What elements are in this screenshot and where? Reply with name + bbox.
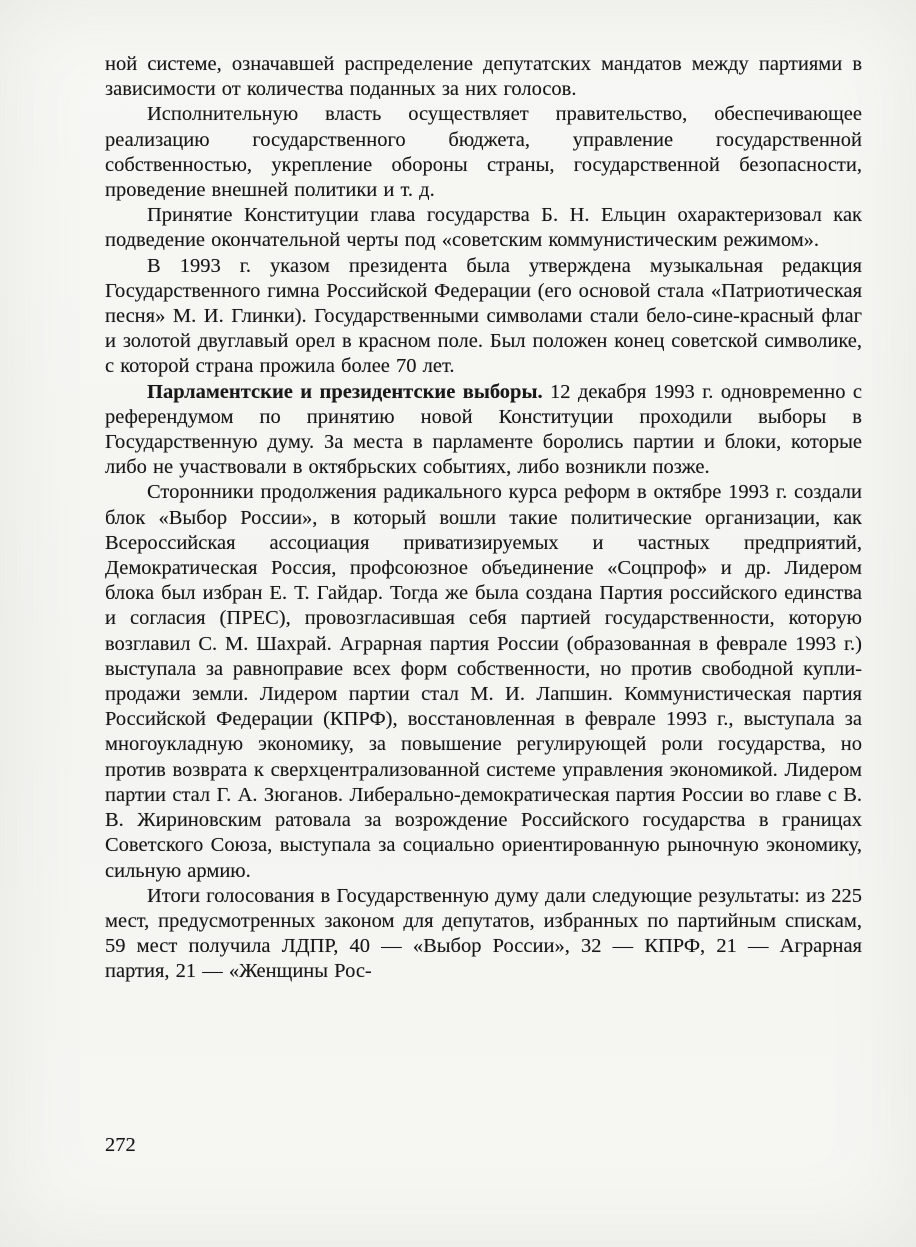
paragraph-lead-bold: Парламентские и президентские выборы. xyxy=(147,380,543,403)
paragraph: В 1993 г. указом президента была утверждена музыкальная редакция Государственного гимна Российской Федерации (его основой стала «Патриотическая песня» М. И. Глинки). Государственными символами стали бело-сине-красный флаг и золотой двуглавый орел в красном поле. Был положен конец советской символике, с которой страна прожила более 70 лет. xyxy=(105,254,862,378)
paragraph-text: 12 декабря 1993 г. одновременно с референдумом по принятию новой Конституции проходили выборы в Государственную думу. За места в парламенте боролись партии и блоки, которые либо не участвовали в октябрьских событиях, либо возникли позже. xyxy=(105,380,863,479)
paragraph: Исполнительную власть осуществляет правительство, обеспечивающее реализацию государственного бюджета, управление государственной собственностью, укрепление обороны страны, государственной безопасности, проведение внешней политики и т. д. xyxy=(105,103,862,202)
paragraph-with-heading xyxy=(105,380,862,481)
paragraph: Сторонники продолжения радикального курса реформ в октябре 1993 г. создали блок «Выбор России», в который вошли такие политические организации, как Всероссийская ассоциация приватизируемых и частных предприятий, Демократическая Россия, профсоюзное объединение «Соцпроф» и др. Лидером блока был избран Е. Т. Гайдар. Тогда же была создана Партия российского единства и согласия (ПРЕС), провозгласившая себя партией государственности, которую возглавил С. М. Шахрай. Аграрная партия России (образованная в феврале 1993 г.) выступала за равноправие всех форм собственности, но против свободной купли-продажи земли. Лидером партии стал М. И. Лапшин. Коммунистическая партия Российской Федерации (КПРФ), восстановленная в феврале 1993 г., выступала за многоукладную экономику, за повышение регулирующей роли государства, но против возврата к сверхцентрализованной системе управления экономикой. Лидером партии стал Г. А. Зюганов. Либерально-демократическая партия России во главе с В. В. Жириновским ратовала за возрождение Российского государства в границах Советского Союза, выступала за социально ориентированную рыночную экономику, сильную армию. xyxy=(105,481,862,882)
paragraph: Итоги голосования в Государственную думу дали следующие результаты: из 225 мест, предусмотренных законом для депутатов, избранных по партийным спискам, 59 мест получила ЛДПР, 40 — «Выбор России», 32 — КПРФ, 21 — Аграрная партия, 21 — «Женщины Рос- xyxy=(105,884,862,983)
paragraph: Принятие Конституции глава государства Б. Н. Ельцин охарактеризовал как подведение окончательной черты под «советским коммунистическим режимом». xyxy=(105,204,862,252)
page-number: 272 xyxy=(105,1134,136,1156)
page-text-block xyxy=(105,52,862,985)
paragraph-continuation: ной системе, означавшей распределение депутатских мандатов между партиями в зависимости от количества поданных за них голосов. xyxy=(105,53,862,101)
